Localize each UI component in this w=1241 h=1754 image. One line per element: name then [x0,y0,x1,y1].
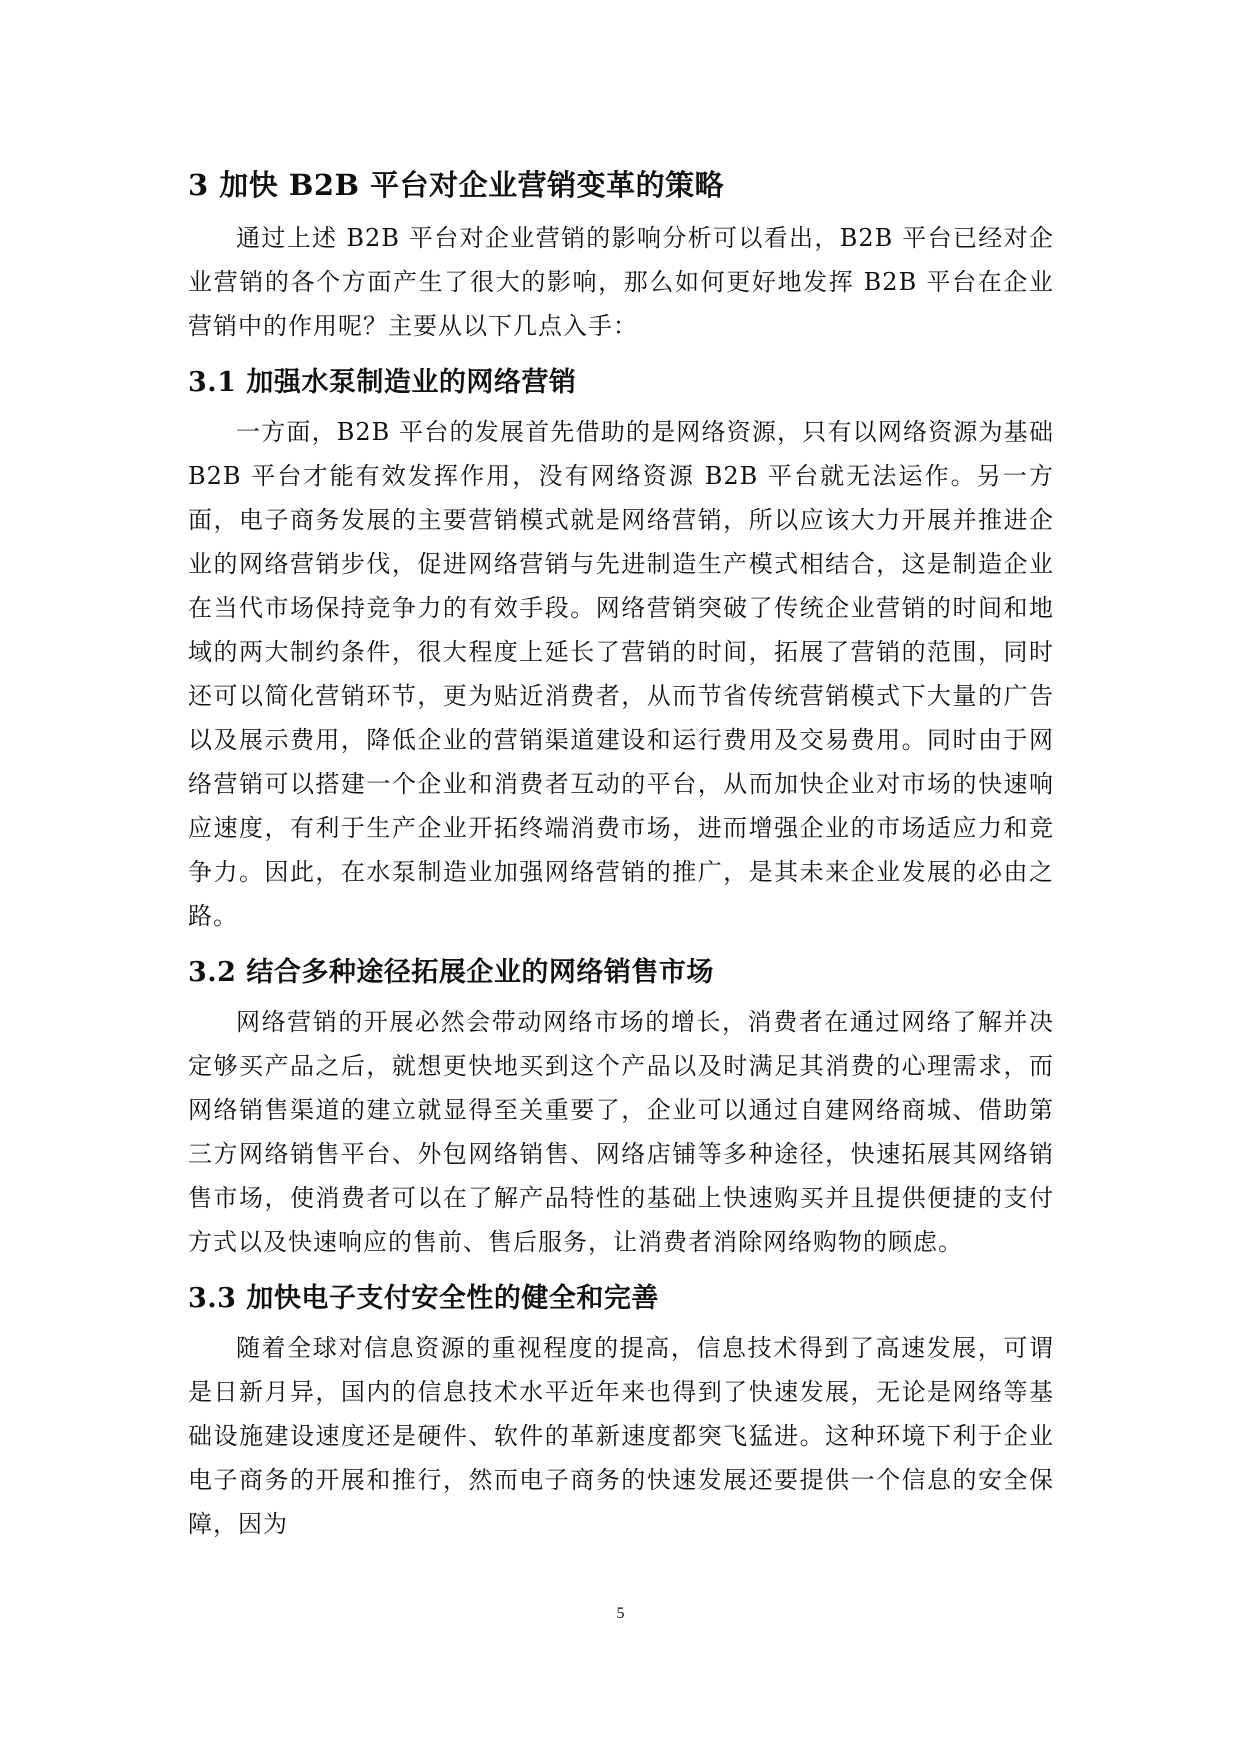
subsection-title-3-3: 3.3 加快电子支付安全性的健全和完善 [188,1283,659,1314]
section-title: 3 加快 B2B 平台对企业营销变革的策略 [188,168,725,202]
subsection-body-3-2: 网络营销的开展必然会带动网络市场的增长，消费者在通过网络了解并决定够买产品之后，就想更快地买到这个产品以及时满足其消费的心理需求，而网络销售渠道的建立就显得至关重要了，企业可以通过自建网络商城、借助第三方网络销售平台、外包网络销售、网络店铺等多种途径，快速拓展其网络销售市场，使消费者可以在了解产品特性的基础上快速购买并且提供便捷的支付方式以及快速响应的售前、售后服务，让消费者消除网络购物的顾虑。 [188,1008,1054,1256]
page-number: 5 [616,1605,625,1622]
section-intro-paragraph: 通过上述 B2B 平台对企业营销的影响分析可以看出，B2B 平台已经对企业营销的各个方面产生了很大的影响，那么如何更好地发挥 B2B 平台在企业营销中的作用呢？主要从以下几点入手： [188,224,1054,340]
subsection-body-3-1: 一方面，B2B 平台的发展首先借助的是网络资源，只有以网络资源为基础 B2B 平台才能有效发挥作用，没有网络资源 B2B 平台就无法运作。另一方面，电子商务发展的主要营销模式就是网络营销，所以应该大力开展并推进企业的网络营销步伐，促进网络营销与先进制造生产模式相结合，这是制造企业在当代市场保持竞争力的有效手段。网络营销突破了传统企业营销的时间和地域的两大制约条件，很大程度上延长了营销的时间，拓展了营销的范围，同时还可以简化营销环节，更为贴近消费者，从而节省传统营销模式下大量的广告以及展示费用，降低企业的营销渠道建设和运行费用及交易费用。同时由于网络营销可以搭建一个企业和消费者互动的平台，从而加快企业对市场的快速响应速度，有利于生产企业开拓终端消费市场，进而增强企业的市场适应力和竞争力。因此，在水泵制造业加强网络营销的推广，是其未来企业发展的必由之路。 [188,418,1054,930]
subsection-body-3-3: 随着全球对信息资源的重视程度的提高，信息技术得到了高速发展，可谓是日新月异，国内的信息技术水平近年来也得到了快速发展，无论是网络等基础设施建设速度还是硬件、软件的革新速度都突飞猛进。这种环境下利于企业电子商务的开展和推行，然而电子商务的快速发展还要提供一个信息的安全保障，因为 [188,1334,1054,1538]
subsection-title-3-2: 3.2 结合多种途径拓展企业的网络销售市场 [188,957,714,988]
subsection-title-3-1: 3.1 加强水泵制造业的网络营销 [188,367,577,398]
document-page [188,160,1054,1546]
